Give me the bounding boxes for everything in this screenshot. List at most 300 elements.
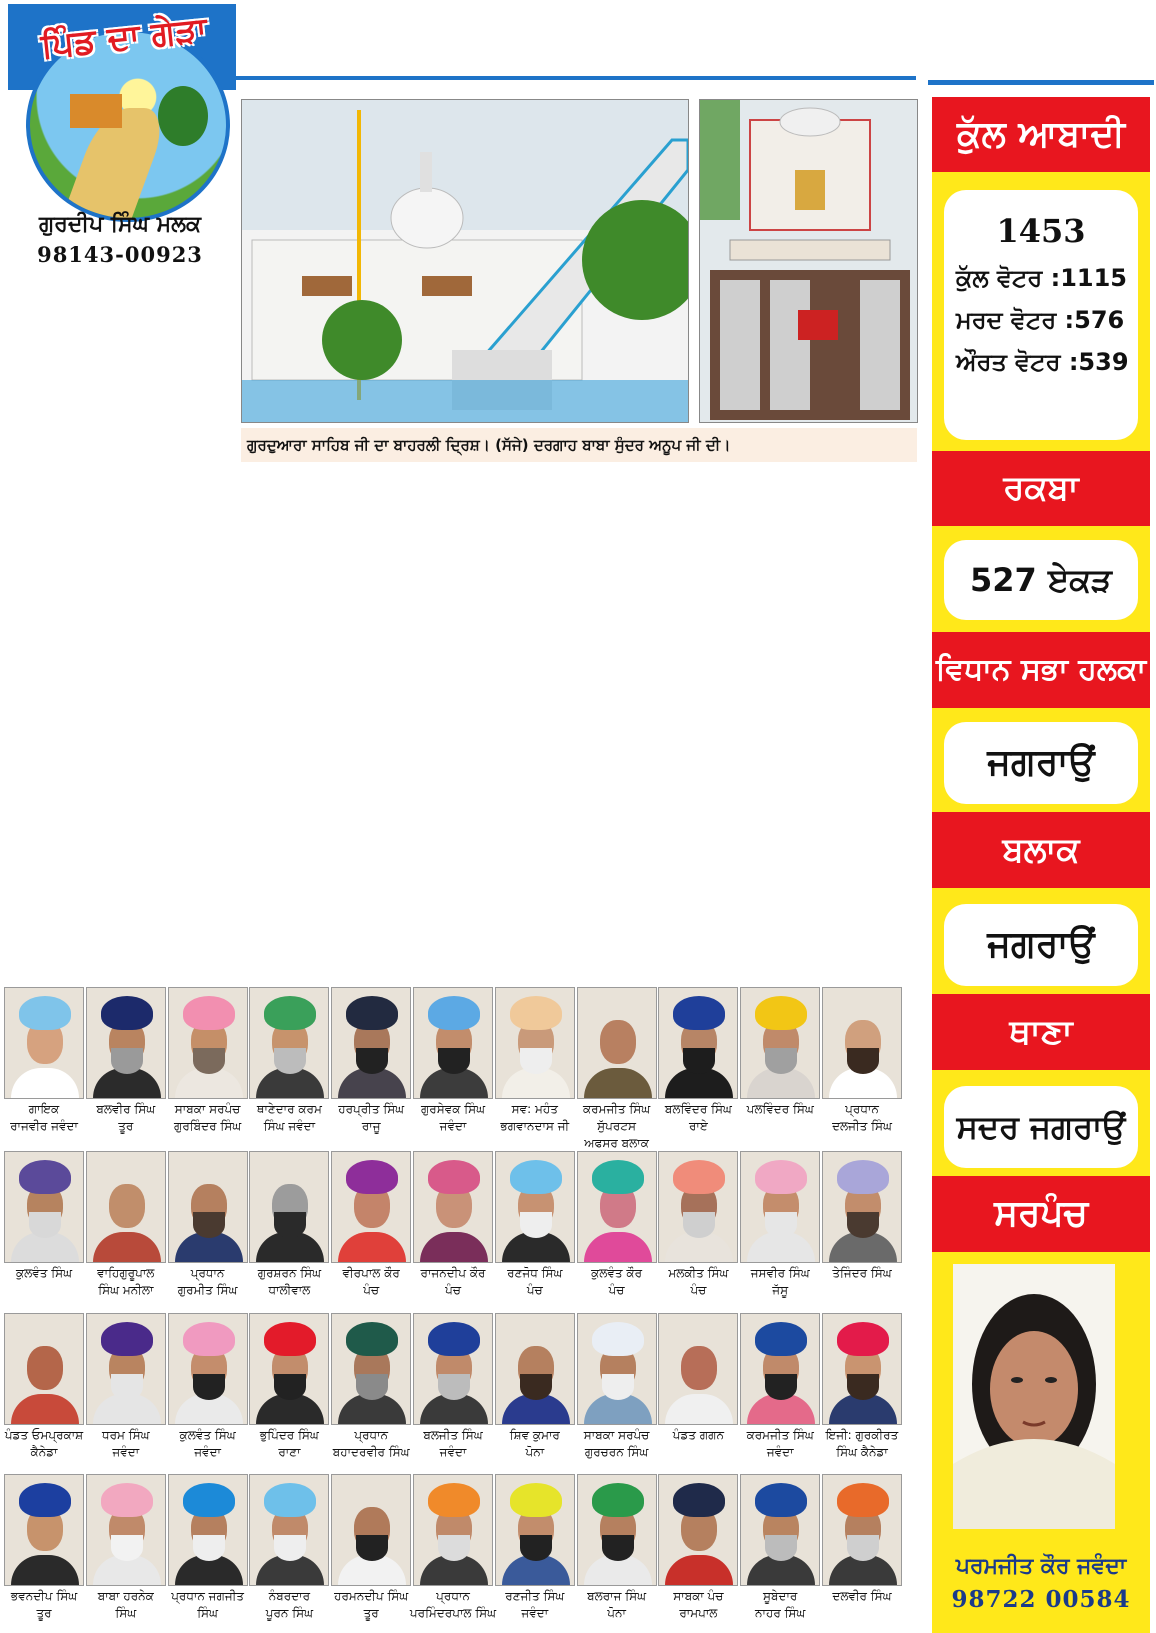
person-photo <box>658 1313 738 1425</box>
person-name <box>491 1101 579 1135</box>
person-turban <box>19 1160 71 1194</box>
male-voters: ਮਰਦ ਵੋਟਰ :576 <box>956 306 1125 334</box>
person-name-line1: ਪੰਡਤ ਓਮਪ੍ਰਕਾਸ਼ <box>4 1428 84 1442</box>
person-card <box>331 987 411 1145</box>
person-turban <box>101 1483 153 1517</box>
person-name-line1: ਇਜੀ: ਗੁਰਕੀਰਤ <box>825 1428 899 1442</box>
person-name-line1: ਧਰਮ ਸਿੰਘ <box>102 1428 150 1442</box>
area-heading: ਰਕਬਾ <box>932 451 1150 526</box>
person-name-line1: ਥਾਣੇਦਾਰ ਕਰਮ <box>256 1102 322 1116</box>
person-beard <box>438 1374 470 1400</box>
person-turban <box>755 1322 807 1356</box>
person-turban <box>428 1160 480 1194</box>
person-photo <box>413 1151 493 1263</box>
person-beard <box>29 1212 61 1238</box>
person-name-line1: ਬਾਬਾ ਹਰਨੇਕ <box>97 1589 154 1603</box>
person-card <box>331 1313 411 1471</box>
header-divider <box>236 76 916 80</box>
person-name <box>491 1588 579 1622</box>
person-turban <box>837 1160 889 1194</box>
person-name <box>573 1427 661 1461</box>
person-name <box>818 1427 906 1461</box>
person-photo <box>822 1313 902 1425</box>
person-name-line2: ਸਿੰਘ ਜਵੰਦਾ <box>263 1119 316 1133</box>
person-beard <box>847 1374 879 1400</box>
person-name-line2: ਅਫਸਰ ਬਲਾਕ <box>584 1136 649 1150</box>
person-photo <box>658 987 738 1099</box>
person-name-line1: ਹਰਮਨਦੀਪ ਸਿੰਘ <box>334 1589 409 1603</box>
person-name-line1: ਭੁਪਿੰਦਰ ਸਿੰਘ <box>259 1428 319 1442</box>
person-photo <box>168 987 248 1099</box>
person-name <box>818 1101 906 1135</box>
person-name <box>0 1588 88 1622</box>
person-name <box>409 1427 497 1461</box>
person-name-line2: ਪਰਮਿੰਦਰਪਾਲ ਸਿੰਘ <box>409 1606 497 1620</box>
person-name-line1: ਕਰਮਜੀਤ ਸਿੰਘ <box>746 1428 814 1442</box>
reporter-phone: 98143-00923 <box>37 242 203 267</box>
person-card <box>4 987 84 1145</box>
person-name <box>818 1588 906 1605</box>
person-beard <box>193 1374 225 1400</box>
person-name <box>736 1265 824 1299</box>
person-name-line1: ਮਲਕੀਤ ਸਿੰਘ <box>668 1266 729 1280</box>
person-photo <box>168 1313 248 1425</box>
person-card <box>495 1474 575 1632</box>
person-face <box>681 1346 717 1390</box>
person-name-line1: ਕੁਲਵੰਤ ਸਿੰਘ <box>15 1266 73 1280</box>
person-photo <box>249 1313 329 1425</box>
person-name-line2: ਰਾਜਵੀਰ ਜਵੰਦਾ <box>10 1119 78 1133</box>
person-card <box>658 987 738 1145</box>
person-beard <box>438 1048 470 1074</box>
person-photo <box>4 1151 84 1263</box>
person-name-line1: ਕੁਲਵੰਤ ਕੌਰ <box>591 1266 643 1280</box>
person-beard <box>847 1048 879 1074</box>
person-card <box>413 987 493 1145</box>
person-photo <box>413 1474 493 1586</box>
person-name-line2: ਪੋਨਾ <box>525 1445 545 1459</box>
person-name-line2: ਸਿੰਘ <box>115 1606 137 1620</box>
person-name <box>491 1265 579 1299</box>
person-name <box>654 1588 742 1622</box>
person-photo <box>413 1313 493 1425</box>
person-beard <box>520 1212 552 1238</box>
person-turban <box>673 1483 725 1517</box>
logo-title: ਪਿੰਡ ਦਾ ਗੇੜਾ <box>39 9 209 67</box>
person-name-line2: ਬਹਾਦਰਵੀਰ ਸਿੰਘ <box>332 1445 410 1459</box>
person-turban <box>837 1322 889 1356</box>
person-card <box>658 1474 738 1632</box>
female-voters: ਔਰਤ ਵੋਟਰ :539 <box>956 348 1129 376</box>
person-name <box>327 1101 415 1135</box>
police-heading: ਥਾਣਾ <box>932 994 1150 1070</box>
person-name <box>82 1588 170 1622</box>
person-name-line2: ਰਾਣਾ <box>278 1445 301 1459</box>
person-card <box>413 1151 493 1309</box>
person-name <box>327 1588 415 1622</box>
person-photo <box>331 1313 411 1425</box>
person-photo <box>86 1151 166 1263</box>
person-turban <box>346 996 398 1030</box>
person-name <box>0 1427 88 1461</box>
person-shirt <box>584 1232 652 1263</box>
person-card <box>86 1313 166 1471</box>
reporter-name: ਗੁਰਦੀਪ ਸਿੰਘ ਮਲਕ <box>38 212 202 237</box>
person-name <box>736 1101 824 1118</box>
person-name-line2: ਜੱਸੂ <box>772 1283 789 1297</box>
person-name-line2: ਪੂਰਨ ਸਿੰਘ <box>265 1606 314 1620</box>
person-photo <box>331 987 411 1099</box>
person-name-line1: ਪੰਡਤ ਗਗਨ <box>672 1428 725 1442</box>
person-name <box>409 1101 497 1135</box>
person-name-line1: ਪ੍ਰਧਾਨ <box>354 1428 389 1442</box>
person-name-line2: ਗੁਰਮੀਤ ਸਿੰਘ <box>177 1283 238 1297</box>
person-name-line2: ਰਾਜੂ <box>361 1119 381 1133</box>
person-name-line1: ਬਲਵੀਰ ਸਿੰਘ <box>96 1102 156 1116</box>
person-card <box>577 1313 657 1471</box>
person-photo <box>249 1151 329 1263</box>
person-face <box>600 1020 636 1064</box>
person-beard <box>111 1048 143 1074</box>
person-card <box>740 1313 820 1471</box>
person-name <box>245 1101 333 1135</box>
person-name <box>0 1101 88 1135</box>
person-name-line2: ਪੰਚ <box>608 1283 625 1297</box>
person-photo <box>4 1313 84 1425</box>
person-card <box>822 1313 902 1471</box>
person-name-line1: ਭਵਨਦੀਪ ਸਿੰਘ <box>10 1589 78 1603</box>
person-name <box>327 1265 415 1299</box>
area-value: 527 ਏਕੜ <box>944 540 1138 620</box>
person-name-line2: ਕੈਨੇਡਾ <box>30 1445 58 1459</box>
person-name <box>573 1588 661 1622</box>
person-name-line1: ਰਾਜਨਦੀਪ ਕੌਰ <box>420 1266 486 1280</box>
person-photo <box>249 1474 329 1586</box>
dargah-illustration <box>700 100 917 422</box>
person-name-line1: ਬਲਜੀਤ ਸਿੰਘ <box>423 1428 483 1442</box>
person-card <box>168 1313 248 1471</box>
person-name-line2: ਪੰਚ <box>690 1283 707 1297</box>
person-name-line1: ਹਰਪ੍ਰੀਤ ਸਿੰਘ <box>338 1102 405 1116</box>
person-photo <box>577 1151 657 1263</box>
person-shirt <box>665 1555 733 1586</box>
population-box <box>944 190 1138 440</box>
header-divider-right <box>928 80 1154 85</box>
person-card <box>413 1313 493 1471</box>
person-turban <box>673 1160 725 1194</box>
person-name <box>82 1265 170 1299</box>
person-beard <box>356 1535 388 1561</box>
person-photo <box>495 1151 575 1263</box>
person-name <box>736 1588 824 1622</box>
person-photo <box>331 1474 411 1586</box>
person-turban <box>101 1322 153 1356</box>
person-name-line2: ਭਗਵਾਨਦਾਸ ਜੀ <box>500 1119 570 1133</box>
person-name <box>409 1588 497 1622</box>
person-photo <box>577 1474 657 1586</box>
person-turban <box>183 1322 235 1356</box>
person-beard <box>193 1535 225 1561</box>
person-card <box>331 1151 411 1309</box>
person-card <box>822 1151 902 1309</box>
police-value: ਸਦਰ ਜਗਰਾਉਂ <box>944 1086 1138 1168</box>
person-card <box>4 1474 84 1632</box>
person-name <box>654 1265 742 1299</box>
block-heading: ਬਲਾਕ <box>932 812 1150 888</box>
person-card <box>168 1474 248 1632</box>
person-photo <box>740 1313 820 1425</box>
person-name-line2: ਸਿੰਘ ਮਨੀਲਾ <box>98 1283 154 1297</box>
person-name-line1: ਪ੍ਰਧਾਨ ਜਗਜੀਤ <box>171 1589 244 1603</box>
person-name <box>245 1265 333 1299</box>
person-name <box>164 1588 252 1622</box>
person-card <box>577 987 657 1150</box>
person-name <box>164 1265 252 1299</box>
person-photo <box>658 1151 738 1263</box>
person-turban <box>346 1160 398 1194</box>
person-name <box>409 1265 497 1299</box>
person-name <box>818 1265 906 1282</box>
person-name-line2: ਜਵੰਦਾ <box>112 1445 140 1459</box>
person-name-line1: ਜਸਵੀਰ ਸਿੰਘ <box>750 1266 810 1280</box>
person-name-line1: ਤੇਜਿੰਦਰ ਸਿੰਘ <box>832 1266 892 1280</box>
person-name-line1: ਸ਼ਿਵ ਕੁਮਾਰ <box>509 1428 560 1442</box>
person-card <box>658 1313 738 1471</box>
person-card <box>740 1151 820 1309</box>
person-beard <box>602 1374 634 1400</box>
person-photo <box>86 1313 166 1425</box>
person-beard <box>356 1374 388 1400</box>
person-name-line2: ਜਵੰਦਾ <box>766 1445 794 1459</box>
person-photo <box>822 1474 902 1586</box>
person-name-line2: ਤੂਰ <box>363 1606 379 1620</box>
person-name-line2: ਸਿੰਘ <box>197 1606 218 1620</box>
block-value: ਜਗਰਾਉਂ <box>944 904 1138 986</box>
person-name-line2: ਪੰਚ <box>363 1283 380 1297</box>
person-name-line1: ਵੀਰਪਾਲ ਕੌਰ <box>342 1266 400 1280</box>
person-photo <box>577 987 657 1099</box>
person-name-line2: ਗੁਰਬਿੰਦਰ ਸਿੰਘ <box>174 1119 242 1133</box>
person-card <box>740 987 820 1145</box>
person-card <box>331 1474 411 1632</box>
person-name-line2: ਦਲਜੀਤ ਸਿੰਘ <box>832 1119 892 1133</box>
person-turban <box>673 996 725 1030</box>
person-card <box>168 987 248 1145</box>
person-name-line2: ਧਾਲੀਵਾਲ <box>268 1283 311 1297</box>
gurdwara-illustration <box>242 100 688 422</box>
person-photo <box>495 1474 575 1586</box>
person-card <box>577 1151 657 1309</box>
person-turban <box>183 1483 235 1517</box>
person-name-line1: ਸਵ: ਮਹੰਤ <box>511 1102 558 1116</box>
person-photo <box>577 1313 657 1425</box>
person-turban <box>592 1322 644 1356</box>
person-beard <box>356 1048 388 1074</box>
person-name-line2: ਨਾਹਰ ਸਿੰਘ <box>755 1606 806 1620</box>
person-name <box>164 1101 252 1135</box>
person-name <box>573 1265 661 1299</box>
person-shirt <box>11 1394 79 1425</box>
photo-caption: ਗੁਰਦੁਆਰਾ ਸਾਹਿਬ ਜੀ ਦਾ ਬਾਹਰਲੀ ਦ੍ਰਿਸ਼। (ਸੱਜੇ) ਦਰਗਾਹ ਬਾਬਾ ਸੁੰਦਰ ਅਨੂਪ ਜੀ ਦੀ। <box>241 428 917 462</box>
sarpanch-heading: ਸਰਪੰਚ <box>932 1176 1150 1252</box>
person-card <box>409 1474 497 1632</box>
person-photo <box>740 987 820 1099</box>
sarpanch-phone: 98722 00584 <box>951 1586 1131 1613</box>
person-name <box>654 1427 742 1444</box>
person-beard <box>765 1374 797 1400</box>
person-name-line2: ਰਾਮਪਾਲ <box>679 1606 718 1620</box>
person-beard <box>520 1535 552 1561</box>
population-value: 1453 <box>996 212 1086 250</box>
person-name-line1: ਰਣਜੋਧ ਸਿੰਘ <box>507 1266 563 1280</box>
person-name-line2: ਜਵੰਦਾ <box>439 1119 467 1133</box>
dargah-photo <box>699 99 918 423</box>
person-card <box>86 987 166 1145</box>
person-turban <box>755 1160 807 1194</box>
person-photo <box>822 987 902 1099</box>
person-photo <box>86 1474 166 1586</box>
person-turban <box>183 996 235 1030</box>
person-turban <box>592 1160 644 1194</box>
person-beard <box>193 1212 225 1238</box>
person-card <box>168 1151 248 1309</box>
person-card <box>495 1313 575 1471</box>
person-name-line1: ਕਰਮਜੀਤ ਸਿੰਘ ਸੁੱਪਰਟਸ <box>582 1102 651 1133</box>
person-beard <box>520 1374 552 1400</box>
person-photo <box>4 1474 84 1586</box>
person-name <box>82 1427 170 1461</box>
person-name <box>245 1588 333 1622</box>
person-card <box>86 1474 166 1632</box>
person-photo <box>822 1151 902 1263</box>
person-shirt <box>11 1555 79 1586</box>
person-name-line1: ਪ੍ਰਧਾਨ <box>436 1589 470 1603</box>
person-beard <box>847 1535 879 1561</box>
person-photo <box>331 1151 411 1263</box>
sarpanch-portrait <box>953 1264 1115 1529</box>
person-name <box>654 1101 742 1135</box>
person-name-line2: ਰਾਏ <box>688 1119 708 1133</box>
person-card <box>4 1313 84 1471</box>
person-turban <box>101 996 153 1030</box>
person-name-line1: ਵਾਹਿਗੁਰੂਪਾਲ <box>97 1266 155 1280</box>
person-card <box>822 1474 902 1632</box>
population-heading: ਕੁੱਲ ਆਬਾਦੀ <box>932 97 1150 172</box>
person-card <box>822 987 902 1145</box>
person-beard <box>765 1048 797 1074</box>
person-name-line1: ਕੁਲਵੰਤ ਸਿੰਘ <box>179 1428 236 1442</box>
person-name <box>82 1101 170 1135</box>
person-turban <box>592 1483 644 1517</box>
person-beard <box>765 1535 797 1561</box>
person-turban <box>755 1483 807 1517</box>
person-name-line1: ਸੂਬੇਦਾਰ <box>763 1589 798 1603</box>
total-voters: ਕੁੱਲ ਵੋਟਰ :1115 <box>956 264 1127 292</box>
person-name-line1: ਰਣਜੀਤ ਸਿੰਘ <box>505 1589 565 1603</box>
person-shirt <box>665 1394 733 1425</box>
person-name-line1: ਪ੍ਰਧਾਨ <box>190 1266 225 1280</box>
person-name-line2: ਤੂਰ <box>36 1606 52 1620</box>
person-turban <box>510 1483 562 1517</box>
person-beard <box>765 1212 797 1238</box>
person-name-line2: ਗੁਰਚਰਨ ਸਿੰਘ <box>584 1445 649 1459</box>
house-icon <box>70 94 122 128</box>
person-turban <box>428 1322 480 1356</box>
person-photo <box>495 1313 575 1425</box>
sarpanch-photo <box>953 1264 1115 1529</box>
person-name-line2: ਪੋਨਾ <box>607 1606 626 1620</box>
person-name <box>245 1427 333 1461</box>
person-shirt <box>420 1232 488 1263</box>
person-name <box>164 1427 252 1461</box>
person-name-line2: ਜਵੰਦਾ <box>439 1445 467 1459</box>
person-photo <box>495 987 575 1099</box>
person-name-line1: ਪ੍ਰਧਾਨ <box>845 1102 879 1116</box>
person-photo <box>168 1151 248 1263</box>
person-name-line2: ਸਿੰਘ ਕੈਨੇਡਾ <box>836 1445 888 1459</box>
sarpanch-name: ਪਰਮਜੀਤ ਕੌਰ ਜਵੰਦਾ <box>955 1554 1127 1579</box>
gurdwara-photo <box>241 99 689 423</box>
person-name-line1: ਸਾਬਕਾ ਸਰਪੰਚ <box>174 1102 241 1116</box>
person-turban <box>510 1160 562 1194</box>
person-name <box>491 1427 579 1461</box>
person-turban <box>264 1483 316 1517</box>
person-card <box>86 1151 166 1309</box>
person-turban <box>428 1483 480 1517</box>
person-face <box>109 1184 145 1228</box>
person-photo <box>249 987 329 1099</box>
person-name <box>0 1265 88 1282</box>
constituency-heading: ਵਿਧਾਨ ਸਭਾ ਹਲਕਾ <box>932 632 1150 708</box>
person-turban <box>264 996 316 1030</box>
person-name-line1: ਦਲਵੀਰ ਸਿੰਘ <box>832 1589 892 1603</box>
person-name <box>736 1427 824 1461</box>
person-name-line1: ਗਾਇਕ <box>28 1102 60 1116</box>
person-card <box>495 1151 575 1309</box>
person-name-line1: ਬਲਰਾਜ ਸਿੰਘ <box>587 1589 647 1603</box>
person-name-line2: ਜਵੰਦਾ <box>194 1445 221 1459</box>
person-beard <box>438 1535 470 1561</box>
person-photo <box>168 1474 248 1586</box>
newspaper-logo <box>8 4 236 214</box>
constituency-value: ਜਗਰਾਉਂ <box>944 722 1138 804</box>
person-beard <box>111 1535 143 1561</box>
person-name-line2: ਪੰਚ <box>445 1283 461 1297</box>
person-name-line1: ਪਲਵਿੰਦਰ ਸਿੰਘ <box>746 1102 814 1116</box>
person-card <box>249 1151 329 1309</box>
person-beard <box>111 1374 143 1400</box>
person-photo <box>86 987 166 1099</box>
person-card <box>249 987 329 1145</box>
person-shirt <box>11 1068 79 1099</box>
person-photo <box>658 1474 738 1586</box>
person-name-line1: ਸਾਬਕਾ ਸਰਪੰਚ <box>583 1428 650 1442</box>
person-card <box>249 1313 329 1471</box>
person-turban <box>264 1322 316 1356</box>
person-photo <box>4 987 84 1099</box>
person-card <box>740 1474 820 1632</box>
person-card <box>577 1474 657 1632</box>
person-name-line1: ਨੰਬਰਦਾਰ <box>268 1589 311 1603</box>
person-turban <box>346 1322 398 1356</box>
person-photo <box>413 987 493 1099</box>
person-name-line1: ਸਾਬਕਾ ਪੰਚ <box>673 1589 724 1603</box>
person-turban <box>19 1483 71 1517</box>
person-turban <box>837 1483 889 1517</box>
person-photo <box>740 1151 820 1263</box>
person-shirt <box>338 1232 406 1263</box>
person-turban <box>755 996 807 1030</box>
